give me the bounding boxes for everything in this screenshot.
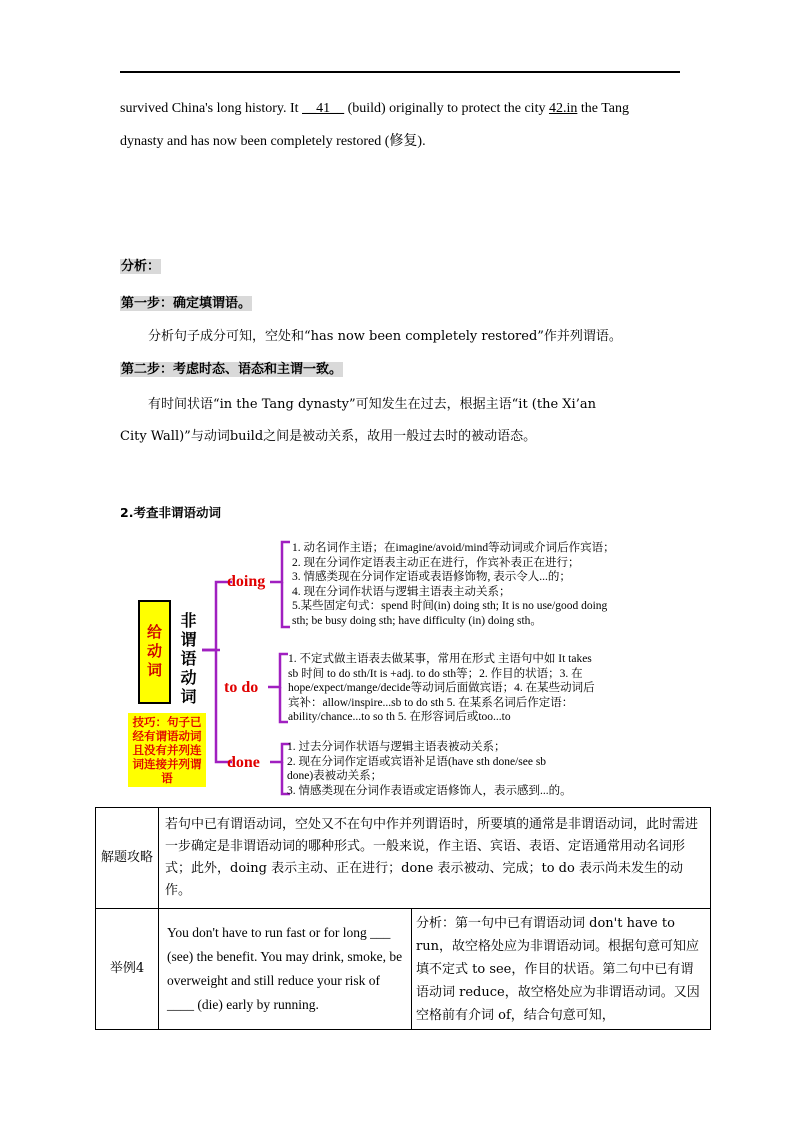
passage-text: the Tang bbox=[577, 101, 629, 116]
branch-line: 宾补：allow/inspire...sb to do sth 5. 在某系名词后作定语： bbox=[288, 696, 574, 709]
branch-line: done)表被动关系； bbox=[287, 770, 383, 782]
branch-line: 4. 现在分词作状语与逻辑主语表主动关系； bbox=[292, 585, 511, 598]
branch-line: sth; be busy doing sth; have difficulty (in) doing sth。 bbox=[292, 614, 542, 627]
step2-text-2: City Wall)”与动词build之间是被动关系，故用一般过去时的被动语态。 bbox=[120, 429, 537, 444]
analysis-heading: 分析： bbox=[121, 259, 161, 274]
row1-text: 若句中已有谓语动词，空处又不在句中作并列谓语时，所要填的通常是非谓语动词，此时需进一步确定是非谓语动词的哪种形式。一般来说，作主语、宾语、表语、定语通常用动名词形式；此外，doing 表示主动、正在进行；done 表示被动、完成；to do 表示尚未发生的动作。 bbox=[159, 808, 711, 909]
step1-title: 第一步：确定填谓语。 bbox=[121, 296, 252, 311]
step1-text: 分析句子成分可知，空处和“has now been completely restored”作并列谓语。 bbox=[148, 329, 622, 344]
table-row bbox=[96, 808, 711, 909]
branch-todo-text bbox=[288, 652, 678, 725]
branch-line: 3. 情感类现在分词作表语或定语修饰人，表示感到...的。 bbox=[287, 784, 572, 797]
step2-text-1: 有时间状语“in the Tang dynasty”可知发生在过去，根据主语“it (the Xi’an bbox=[148, 397, 596, 412]
step2-title: 第二步：考虑时态、语态和主谓一致。 bbox=[121, 362, 343, 377]
row2-label: 举例4 bbox=[96, 909, 159, 1030]
passage-line-1 bbox=[120, 99, 629, 119]
passage-text: (build) originally to protect the city bbox=[344, 101, 549, 116]
branch-line: hope/expect/mange/decide等动词后面做宾语；4. 在某些动词后 bbox=[288, 682, 595, 694]
passage-line-2: dynasty and has now been completely restored (修复). bbox=[120, 134, 426, 149]
blank-42: 42.in bbox=[548, 101, 578, 116]
section-2-title: 2.考查非谓语动词 bbox=[120, 505, 221, 520]
row2-analysis: 分析：第一句中已有谓语动词 don't have to run，故空格处应为非谓语动词。根据句意可知应填不定式 to see，作目的状语。第二句中已有谓语动词 reduce，故空格处应为非谓语动词。又因空格前有介词 of，结合句意可知， bbox=[412, 909, 711, 1030]
branch-line: ability/chance...to so th 5. 在形容词后或too...to bbox=[288, 711, 511, 723]
passage-text: survived China's long history. It bbox=[120, 101, 303, 116]
branch-line: 3. 情感类现在分词作定语或表语修饰物, 表示令人...的； bbox=[292, 571, 571, 583]
branch-done-text bbox=[287, 740, 677, 798]
branch-line: 2. 现在分词作定语或宾语补足语(have sth done/see sb bbox=[287, 755, 547, 768]
branch-doing-text bbox=[292, 541, 682, 628]
branch-line: sb 时间 to do sth/It is +adj. to do sth等；2. 作目的状语；3. 在 bbox=[288, 667, 583, 680]
branch-doing-label: doing bbox=[227, 573, 266, 590]
row2-example: You don't have to run fast or for long ___ (see) the benefit. You may drink, smoke, be overweight and still reduce your risk of ____ (die) early by running. bbox=[159, 909, 412, 1030]
table-row bbox=[96, 909, 711, 1030]
branch-done-label: done bbox=[227, 754, 260, 771]
branch-line: 5.某些固定句式：spend 时间(in) doing sth; It is no use/good doing bbox=[292, 600, 608, 612]
mindmap-tip: 技巧：句子已经有谓语动词且没有并列连词连接并列谓语 bbox=[128, 713, 206, 787]
branch-line: 2. 现在分词作定语表主动正在进行，作宾补表正在进行； bbox=[292, 556, 580, 569]
mindmap-root: 给动词 bbox=[138, 600, 171, 704]
row1-label: 解题攻略 bbox=[96, 808, 159, 909]
branch-line: 1. 过去分词作状语与逻辑主语表被动关系； bbox=[287, 741, 506, 753]
branch-todo-label: to do bbox=[224, 679, 259, 696]
branch-line: 1. 动名词作主语；在imagine/avoid/mind等动词或介词后作宾语； bbox=[292, 542, 615, 554]
branch-line: 1. 不定式做主语表去做某事，常用在形式 主语句中如 It takes bbox=[288, 653, 592, 665]
strategy-table bbox=[95, 807, 711, 1030]
mindmap-center: 非谓语动词 bbox=[178, 612, 197, 707]
blank-41: __41__ bbox=[302, 101, 345, 116]
top-divider bbox=[120, 71, 680, 73]
